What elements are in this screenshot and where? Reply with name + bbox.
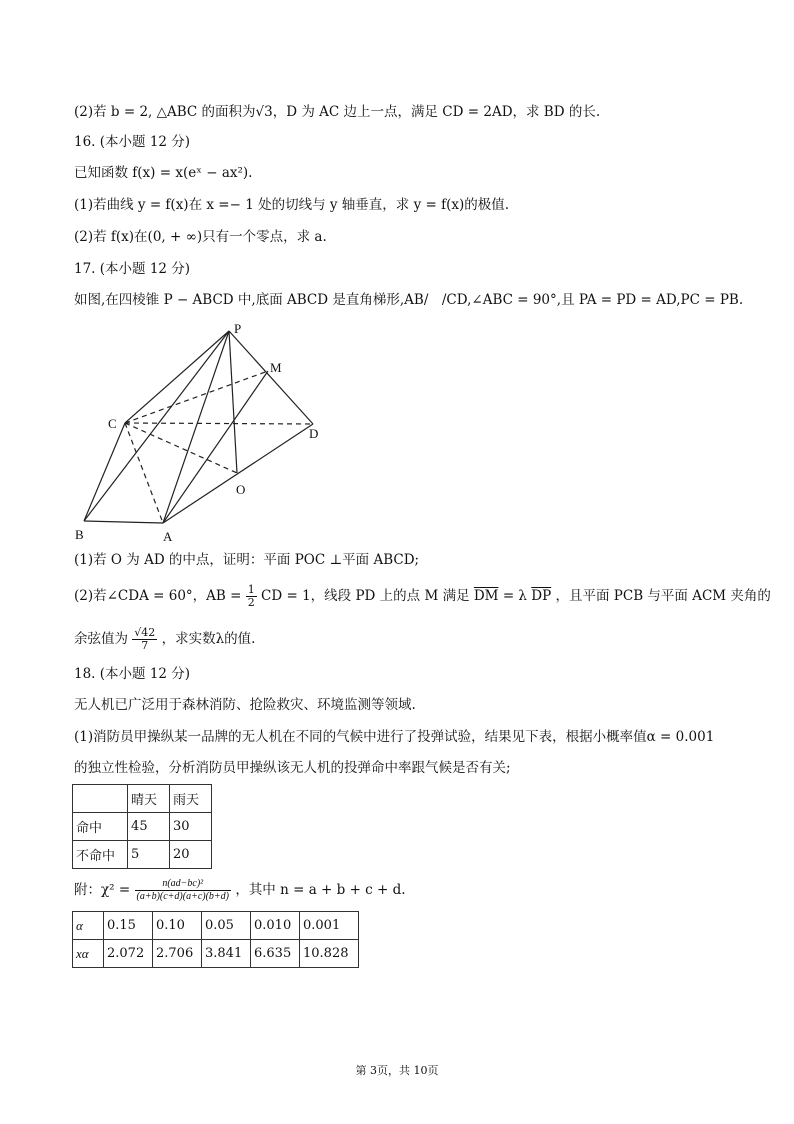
page-footer: 第 3页，共 10页 bbox=[355, 1064, 439, 1077]
q18-header: 18. (本小题 12 分) bbox=[74, 666, 191, 682]
table-cell: 不命中 bbox=[73, 841, 128, 869]
segment-PO bbox=[229, 331, 237, 473]
label-D: D bbox=[309, 426, 319, 441]
label-M: M bbox=[270, 360, 282, 375]
contingency-table bbox=[72, 784, 212, 869]
q16-part2: (2)若 f(x)在(0, + ∞)只有一个零点，求 a. bbox=[74, 229, 327, 245]
frac-num: 1 bbox=[247, 583, 255, 596]
critical-value-table bbox=[72, 911, 359, 968]
table-row bbox=[73, 841, 212, 869]
table-cell: 0.010 bbox=[251, 912, 300, 940]
edge-PB bbox=[84, 331, 229, 521]
table-cell bbox=[73, 785, 128, 813]
q18-part1-b: 的独立性检验，分析消防员甲操纵该无人机的投弹命中率跟气候是否有关; bbox=[74, 760, 511, 776]
table-cell: 10.828 bbox=[300, 940, 359, 968]
table-cell: 0.001 bbox=[300, 912, 359, 940]
segment-CA bbox=[125, 423, 163, 523]
table-cell: 晴天 bbox=[128, 785, 170, 813]
table-cell: 2.706 bbox=[153, 940, 202, 968]
table-row bbox=[73, 813, 212, 841]
q17-stem: 如图,在四棱锥 P − ABCD 中,底面 ABCD 是直角梯形,AB/ /CD,∠ABC = 90°,且 PA = PD = AD,PC = PB. bbox=[74, 292, 744, 308]
table-cell: 雨天 bbox=[170, 785, 212, 813]
label-B: B bbox=[75, 527, 84, 542]
q17-part2-a: (2)若∠CDA = 60°，AB = bbox=[74, 588, 242, 604]
frac-num: n(ad−bc)² bbox=[135, 878, 232, 891]
table-cell: 0.10 bbox=[153, 912, 202, 940]
table-header-row bbox=[73, 785, 212, 813]
fraction-cosine bbox=[132, 627, 157, 652]
q17-part2-e: ，求实数λ的值. bbox=[161, 631, 256, 647]
q17-header: 17. (本小题 12 分) bbox=[74, 261, 191, 277]
q17-part2-d: 余弦值为 bbox=[74, 631, 128, 647]
table-cell: α bbox=[73, 912, 104, 940]
table-row bbox=[73, 912, 359, 940]
fraction-one-half bbox=[246, 584, 257, 609]
q16-header: 16. (本小题 12 分) bbox=[74, 134, 191, 150]
frac-den: 2 bbox=[247, 596, 255, 609]
q15-part2: (2)若 b = 2, △ABC 的面积为√3，D 为 AC 边上一点，满足 CD = 2AD，求 BD 的长. bbox=[74, 104, 601, 120]
edge-AD bbox=[163, 424, 313, 523]
table-cell: 0.15 bbox=[104, 912, 153, 940]
table-cell: 30 bbox=[170, 813, 212, 841]
q16-part1: (1)若曲线 y = f(x)在 x =− 1 处的切线与 y 轴垂直，求 y = f(x)的极值. bbox=[74, 197, 510, 213]
pyramid-figure bbox=[74, 318, 344, 548]
table-cell: xα bbox=[73, 940, 104, 968]
table-cell: 2.072 bbox=[104, 940, 153, 968]
frac-den: (a+b)(c+d)(a+c)(b+d) bbox=[136, 891, 230, 902]
table-row bbox=[73, 940, 359, 968]
note-suffix: ，其中 n = a + b + c + d. bbox=[235, 882, 406, 898]
table-cell: 20 bbox=[170, 841, 212, 869]
table-cell: 45 bbox=[128, 813, 170, 841]
frac-num: √42 bbox=[134, 626, 156, 639]
vector-DP: $\overline{DP}$ bbox=[531, 588, 552, 604]
q17-part2-line1 bbox=[74, 584, 771, 609]
vector-equals: = λ bbox=[502, 588, 527, 604]
table-cell: 命中 bbox=[73, 813, 128, 841]
segment-CM bbox=[125, 371, 268, 423]
edge-BA bbox=[84, 521, 163, 523]
q16-stem: 已知函数 f(x) = x(eˣ − ax²). bbox=[74, 165, 253, 181]
table-cell: 6.635 bbox=[251, 940, 300, 968]
table-cell: 3.841 bbox=[202, 940, 251, 968]
table-cell: 0.05 bbox=[202, 912, 251, 940]
segment-CO bbox=[125, 423, 237, 473]
table-cell: 5 bbox=[128, 841, 170, 869]
q17-part2-b: CD = 1，线段 PD 上的点 M 满足 bbox=[261, 588, 470, 604]
q17-part2-c: ，且平面 PCB 与平面 ACM 夹角的 bbox=[555, 588, 771, 604]
label-A: A bbox=[163, 529, 173, 544]
edge-BC bbox=[84, 423, 125, 521]
q17-part2-line2 bbox=[74, 627, 255, 652]
note-prefix: 附：χ² = bbox=[74, 882, 131, 898]
label-O: O bbox=[236, 482, 246, 497]
frac-den: 7 bbox=[141, 639, 149, 652]
label-P: P bbox=[234, 321, 242, 336]
edge-CD bbox=[125, 423, 313, 424]
q18-intro: 无人机已广泛用于森林消防、抢险救灾、环境监测等领域. bbox=[74, 697, 416, 713]
q18-part1-a: (1)消防员甲操纵某一品牌的无人机在不同的气候中进行了投弹试验，结果见下表，根据小概率值α = 0.001 bbox=[74, 729, 715, 745]
chi-square-fraction bbox=[135, 878, 232, 903]
label-C: C bbox=[108, 416, 117, 431]
vector-DM: $\overline{DM}$ bbox=[473, 588, 499, 604]
q17-part1: (1)若 O 为 AD 的中点，证明：平面 POC ⊥平面 ABCD; bbox=[74, 552, 420, 568]
chi-square-note bbox=[74, 878, 406, 903]
